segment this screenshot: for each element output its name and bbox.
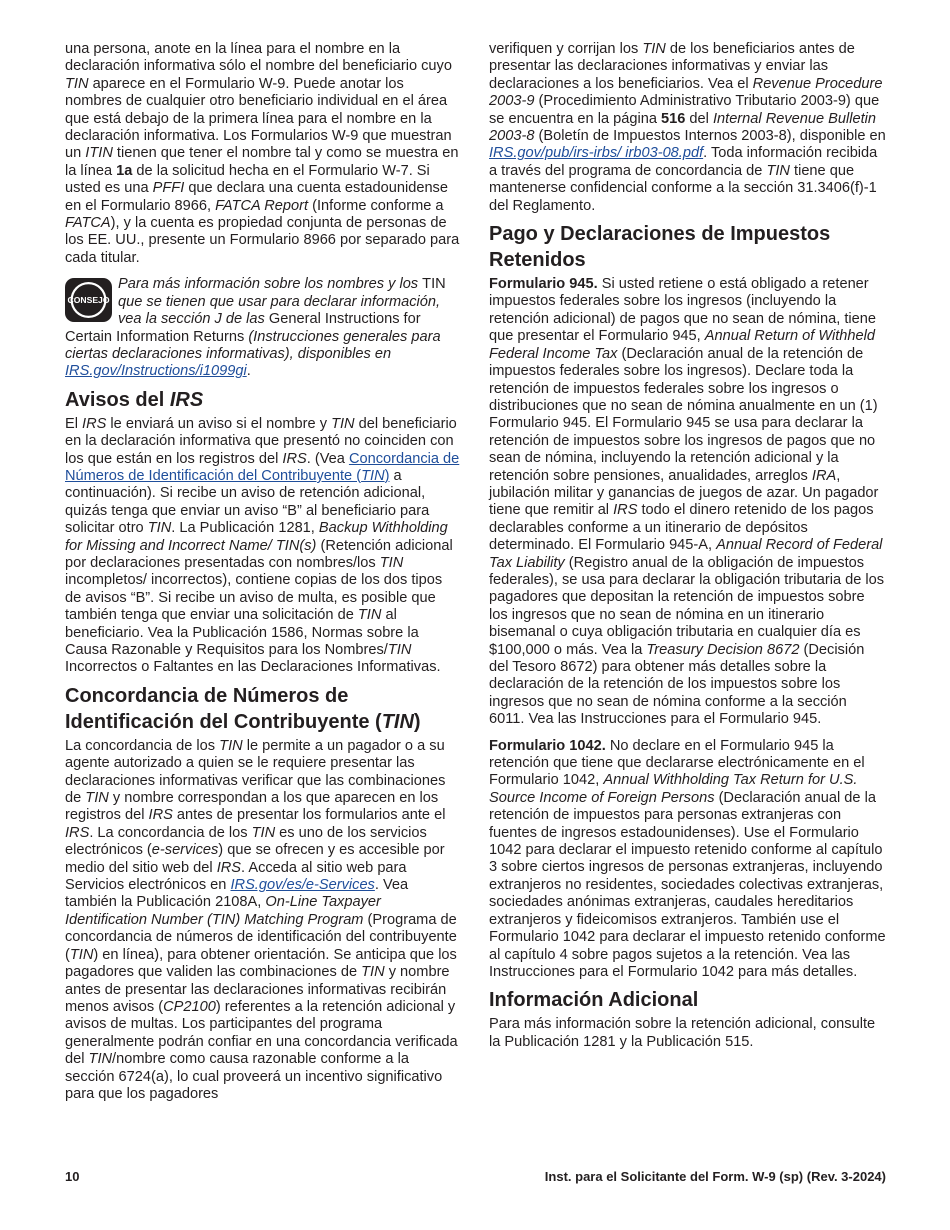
consejo-label: CONSEJO bbox=[67, 295, 110, 306]
e-services-link[interactable]: IRS.gov/es/e-Services bbox=[230, 877, 375, 894]
i1099gi-link[interactable]: IRS.gov/Instructions/i1099gi bbox=[65, 363, 247, 380]
left-column bbox=[65, 41, 461, 1103]
paragraph-concordancia: La concordancia de los TIN le permite a un pagador o a su agente autorizado a quien se le requiere presentar las declaraciones informativas verificar que las combinaciones de TIN y nombre correspondan a los que aparecen en los registros del IRS antes de presentar los formularios ante el IRS. La concordancia de los TIN es uno de los servicios electrónicos (e-services) que se ofrecen y es accesible por medio del sitio web del IRS. Acceda al sitio web para Servicios electrónicos en IRS.gov/es/e-Services. Vea también la Publicación 2108A, On-Line Taxpayer Identification Number (TIN) Matching Program (Programa de concordancia de números de identificación del contribuyente (TIN) en línea), para obtener orientación. Se anticipa que los pagadores que validen las combinaciones de TIN y nombre antes de presentar las declaraciones informativas recibirán menos avisos (CP2100) referentes a la retención adicional y avisos de multas. Los participantes del programa generalmente podrán confiar en una concordancia verificada del TIN/nombre como causa razonable conforme a la sección 6724(a), lo cual proveerá un incentivo significativo para que los pagadores bbox=[65, 737, 458, 1102]
paragraph-avisos: El IRS le enviará un aviso si el nombre y TIN del beneficiario en la declaración informativa que presentó no coinciden con los que están en los registros del IRS. (Vea Concordancia de Números de Identificación del Contribuyente (TIN) a continuación). Si recibe un aviso de retención adicional, quizás tenga que enviar un aviso “B” al beneficiario para solicitar otro TIN. La Publicación 1281, Backup Withholding for Missing and Incorrect Name/ TIN(s) (Retención adicional por declaraciones presentadas con nombres/los TIN incompletos/ incorrectos), contiene copias de los dos tipos de avisos “B”. Si recibe un aviso de multa, es posible que también tenga que enviar una solicitación de TIN al beneficiario. Vea la Publicación 1586, Normas sobre la Causa Razonable y Requisitos para los Nombres/TIN Incorrectos o Faltantes en las Declaraciones Informativas. bbox=[65, 415, 460, 676]
consejo-icon bbox=[65, 278, 112, 322]
right-column bbox=[489, 41, 886, 1051]
irb03-08-link[interactable]: IRS.gov/pub/irs-irbs/ irb03-08.pdf bbox=[489, 145, 704, 162]
tip-box bbox=[65, 276, 461, 380]
heading-pago: Pago y Declaraciones de Impuestos Retenidos bbox=[489, 223, 831, 272]
heading-concordancia: Concordancia de Números de Identificación del Contribuyente (TIN) bbox=[65, 684, 421, 733]
paragraph-names: una persona, anote en la línea para el nombre en la declaración informativa sólo el nombre del beneficiario cuyo TIN aparece en el Formulario W-9. Puede anotar los nombres de cualquier otro beneficiario individual en el área que está debajo de la primera línea para el nombre en la declaración informativa. Los Formularios W-9 que muestran un ITIN tienen que tener el nombre tal y como se muestra en la línea 1a de la solicitud hecha en el Formulario W-7. Si usted es una PFFI que declara una cuenta estadounidense en el Formulario 8966, FATCA Report (Informe conforme a FATCA), y la cuenta es propiedad conjunta de personas de los EE. UU., presente un Formulario 8966 por separado para cada titular. bbox=[65, 41, 460, 266]
footer-title: Inst. para el Solicitante del Form. W-9 (sp) (Rev. 3-2024) bbox=[544, 1169, 886, 1184]
paragraph-formulario-945: Formulario 945. Si usted retiene o está obligado a retener impuestos federales sobre los ingresos (incluyendo la retención adicional) de pagos que no sean de nómina, tiene que presentar el Formulario 945, Annual Return of Withheld Federal Income Tax (Declaración anual de la retención de impuestos federales sobre los ingresos). Declare toda la retención de impuestos federales sobre los ingresos o distribuciones que no sean de nómina anualmente en un (1) Formulario 945. El Formulario 945 se usa para declarar la retención de impuestos sobre los ingresos de pagos que no sean de nómina, incluyendo la retención adicional y la retención sobre pensiones, anualidades, arreglos IRA, jubilación militar y ganancias de juegos de azar. Un pagador tiene que remitir al IRS todo el dinero retenido de los pagos declarables conforme a un itinerario de depósitos determinado. El Formulario 945-A, Annual Record of Federal Tax Liability (Registro anual de la obligación de impuestos federales), se usa para declarar la obligación tributaria de los pagadores que depositan la retención de impuestos sobre los ingresos que no sean de nómina en un itinerario bisemanal o cuya obligación tributaria en cualquier día es $100,000 o más. Vea la Treasury Decision 8672 (Decisión del Tesoro 8672) para obtener más detalles sobre la declaración de la retención de los impuestos sobre los ingresos que no sean de nómina conforme a la sección 6011. Vea las Instrucciones para el Formulario 945. bbox=[489, 276, 885, 728]
tip-text: Para más información sobre los nombres y los TIN que se tienen que usar para declarar información, vea la sección J de las General Instructions for Certain Information Returns (Instrucciones generales para ciertas declaraciones informativas), disponibles en IRS.gov/Instructions/i1099gi. bbox=[65, 276, 446, 380]
paragraph-informacion-adicional: Para más información sobre la retención adicional, consulte la Publicación 1281 y la Publicación 515. bbox=[489, 1016, 876, 1050]
paragraph-formulario-1042: Formulario 1042. No declare en el Formulario 945 la retención que tiene que declararse electrónicamente en el Formulario 1042, Annual Withholding Tax Return for U.S. Source Income of Foreign Persons (Declaración anual de la retención de impuestos para personas extranjeras con fuentes de ingresos estadounidenses). Use el Formulario 1042 para declarar el impuesto retenido conforme al capítulo 3 sobre ciertos ingresos de personas extranjeras, incluyendo extranjeros no residentes, sociedades colectivas extranjeras, sociedades anónimas extranjeras, caudales hereditarios extranjeros y fideicomisos extranjeros. También use el Formulario 1042 para declarar el impuesto retenido conforme al capítulo 4 sobre pagos sujetos a la retención. Vea las Instrucciones para el Formulario 1042 para más detalles. bbox=[489, 737, 886, 980]
heading-informacion-adicional: Información Adicional bbox=[489, 989, 699, 1012]
page-number: 10 bbox=[65, 1169, 80, 1184]
heading-avisos: Avisos del IRS bbox=[65, 388, 204, 411]
paragraph-verifiquen: verifiquen y corrijan los TIN de los beneficiarios antes de presentar las declaraciones informativas y enviar las declaraciones a los beneficiarios. Vea el Revenue Procedure 2003-9 (Procedimiento Administrativo Tributario 2003-9) que se encuentra en la página 516 del Internal Revenue Bulletin 2003-8 (Boletín de Impuestos Internos 2003-8), disponible en IRS.gov/pub/irs-irbs/ irb03-08.pdf. Toda información recibida a través del programa de concordancia de TIN tiene que mantenerse confidencial conforme a la sección 31.3406(f)-1 del Reglamento. bbox=[489, 41, 886, 214]
tin-matching-link[interactable]: Concordancia de Números de Identificación del Contribuyente (TIN) bbox=[65, 450, 460, 484]
